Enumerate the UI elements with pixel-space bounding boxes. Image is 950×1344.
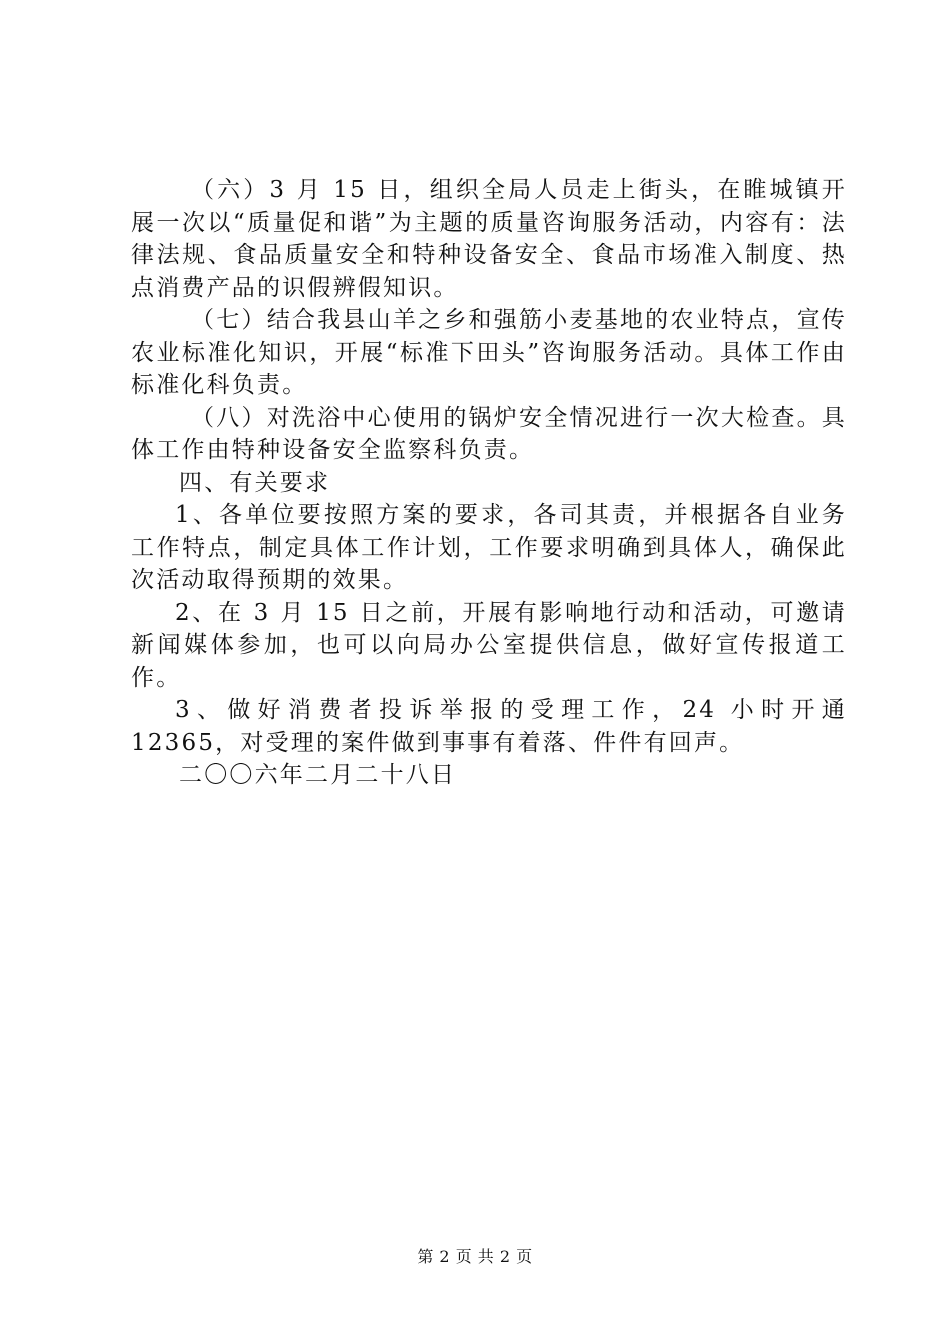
section-heading: 四、有关要求 [179, 469, 331, 496]
paragraph-eight: （八）对洗浴中心使用的锅炉安全情况进行一次大检查。具体工作由特种设备安全监察科负责。 [131, 404, 847, 463]
paragraph-seven: （七）结合我县山羊之乡和强筋小麦基地的农业特点，宣传农业标准化知识，开展“标准下田头”咨询服务活动。具体工作由标准化科负责。 [131, 307, 847, 398]
requirement-item: 3、做好消费者投诉举报的受理工作，24 小时开通 12365，对受理的案件做到事事有着落、件件有回声。 [131, 697, 847, 756]
paragraph-six: （六）3 月 15 日，组织全局人员走上街头，在睢城镇开展一次以“质量促和谐”为主题的质量咨询服务活动，内容有：法律法规、食品质量安全和特种设备安全、食品市场准入制度、热点消费产品的识假辨假知识。 [131, 177, 847, 301]
page-footer: 第 2 页 共 2 页 [417, 1247, 533, 1266]
document-body [131, 174, 847, 792]
requirement-item: 1、各单位要按照方案的要求，各司其责，并根据各自业务工作特点，制定具体工作计划，工作要求明确到具体人，确保此次活动取得预期的效果。 [131, 502, 847, 593]
requirement-item: 2、在 3 月 15 日之前，开展有影响地行动和活动，可邀请新闻媒体参加，也可以向局办公室提供信息，做好宣传报道工作。 [131, 599, 847, 691]
document-date: 二〇〇六年二月二十八日 [179, 762, 457, 788]
